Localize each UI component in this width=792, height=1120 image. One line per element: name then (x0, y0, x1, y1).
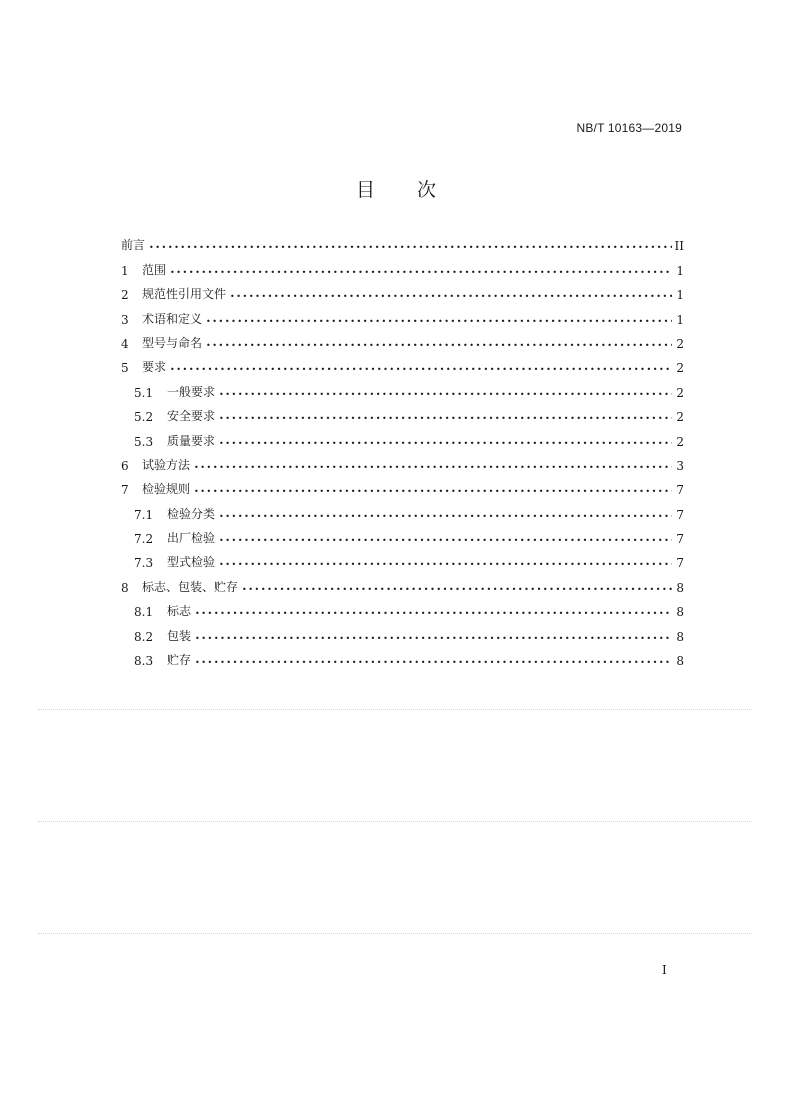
toc-page: 2 (676, 385, 684, 400)
toc-label: 安全要求 (167, 409, 216, 424)
toc-label: 检验分类 (167, 506, 216, 521)
toc-leader (219, 558, 672, 570)
toc-label: 质量要求 (167, 433, 216, 448)
faint-divider (38, 821, 752, 822)
toc-label: 贮存 (167, 653, 192, 668)
toc-leader (219, 510, 672, 522)
toc-page: 8 (676, 605, 684, 620)
toc-leader (206, 339, 672, 351)
toc-entry-6[interactable] (121, 449, 684, 473)
toc-num: 4 (121, 336, 129, 351)
toc-leader (219, 388, 672, 400)
toc-page: 7 (676, 507, 684, 522)
toc-entry-5[interactable] (121, 351, 684, 375)
toc-entry-7-2[interactable] (121, 522, 684, 546)
toc-page: 7 (676, 483, 684, 498)
toc-label: 范围 (142, 262, 167, 277)
toc-leader (242, 583, 672, 595)
table-of-contents (121, 229, 684, 668)
page-number: I (662, 963, 667, 977)
toc-leader (195, 656, 672, 668)
toc-num: 5.1 (134, 385, 154, 400)
toc-num: 8 (121, 580, 129, 595)
toc-label: 检验规则 (142, 482, 191, 497)
toc-page: 1 (676, 288, 684, 303)
toc-entry-5-2[interactable] (121, 400, 684, 424)
toc-entry-8[interactable] (121, 570, 684, 594)
toc-page: 7 (676, 556, 684, 571)
toc-num: 8.2 (134, 629, 154, 644)
toc-entry-8-3[interactable] (121, 644, 684, 668)
toc-page: 2 (676, 410, 684, 425)
toc-label: 一般要求 (167, 384, 216, 399)
toc-leader (206, 315, 672, 327)
toc-entry-4[interactable] (121, 327, 684, 351)
toc-page: 2 (676, 336, 684, 351)
toc-label: 标志 (167, 604, 192, 619)
toc-num: 1 (121, 263, 129, 278)
toc-page: 1 (676, 312, 684, 327)
toc-leader (230, 290, 672, 302)
faint-divider (38, 933, 752, 934)
toc-num: 6 (121, 458, 129, 473)
toc-entry-5-3[interactable] (121, 424, 684, 448)
toc-leader (195, 632, 672, 644)
toc-page: II (674, 239, 684, 254)
toc-leader (219, 437, 672, 449)
toc-leader (194, 461, 672, 473)
toc-page: 3 (676, 458, 684, 473)
standard-number: NB/T 10163—2019 (576, 121, 682, 135)
toc-leader (219, 534, 672, 546)
toc-num: 8.1 (134, 605, 154, 620)
toc-label: 要求 (142, 360, 167, 375)
toc-entry-2[interactable] (121, 278, 684, 302)
toc-label: 型号与命名 (142, 335, 203, 350)
toc-label: 规范性引用文件 (142, 287, 227, 302)
toc-page: 8 (676, 654, 684, 669)
toc-label: 包装 (167, 628, 192, 643)
toc-label: 试验方法 (142, 457, 191, 472)
toc-entry-8-2[interactable] (121, 619, 684, 643)
toc-label: 术语和定义 (142, 311, 203, 326)
toc-entry-foreword[interactable] (121, 229, 684, 253)
toc-leader (170, 266, 672, 278)
page-title: 目 次 (355, 179, 455, 201)
toc-entry-7-1[interactable] (121, 497, 684, 521)
toc-num: 5.2 (134, 410, 154, 425)
toc-num: 2 (121, 288, 129, 303)
toc-leader (149, 241, 672, 253)
toc-leader (195, 607, 672, 619)
toc-num: 7.1 (134, 507, 154, 522)
toc-label: 前言 (121, 238, 146, 253)
faint-divider (38, 709, 752, 710)
toc-entry-8-1[interactable] (121, 595, 684, 619)
toc-num: 3 (121, 312, 129, 327)
toc-label: 出厂检验 (167, 531, 216, 546)
toc-entry-7-3[interactable] (121, 546, 684, 570)
toc-page: 8 (676, 580, 684, 595)
toc-entry-3[interactable] (121, 302, 684, 326)
toc-leader (219, 412, 672, 424)
toc-entry-7[interactable] (121, 473, 684, 497)
toc-num: 8.3 (134, 654, 154, 669)
toc-page: 7 (676, 532, 684, 547)
toc-label: 标志、包装、贮存 (142, 579, 239, 594)
toc-page: 2 (676, 361, 684, 376)
toc-page: 1 (676, 263, 684, 278)
toc-num: 5 (121, 361, 129, 376)
toc-num: 5.3 (134, 434, 154, 449)
toc-num: 7.2 (134, 532, 154, 547)
toc-leader (194, 485, 672, 497)
toc-num: 7.3 (134, 556, 154, 571)
toc-page: 8 (676, 629, 684, 644)
toc-num: 7 (121, 483, 129, 498)
toc-page: 2 (676, 434, 684, 449)
toc-entry-1[interactable] (121, 253, 684, 277)
toc-label: 型式检验 (167, 555, 216, 570)
toc-leader (170, 363, 672, 375)
toc-entry-5-1[interactable] (121, 375, 684, 399)
